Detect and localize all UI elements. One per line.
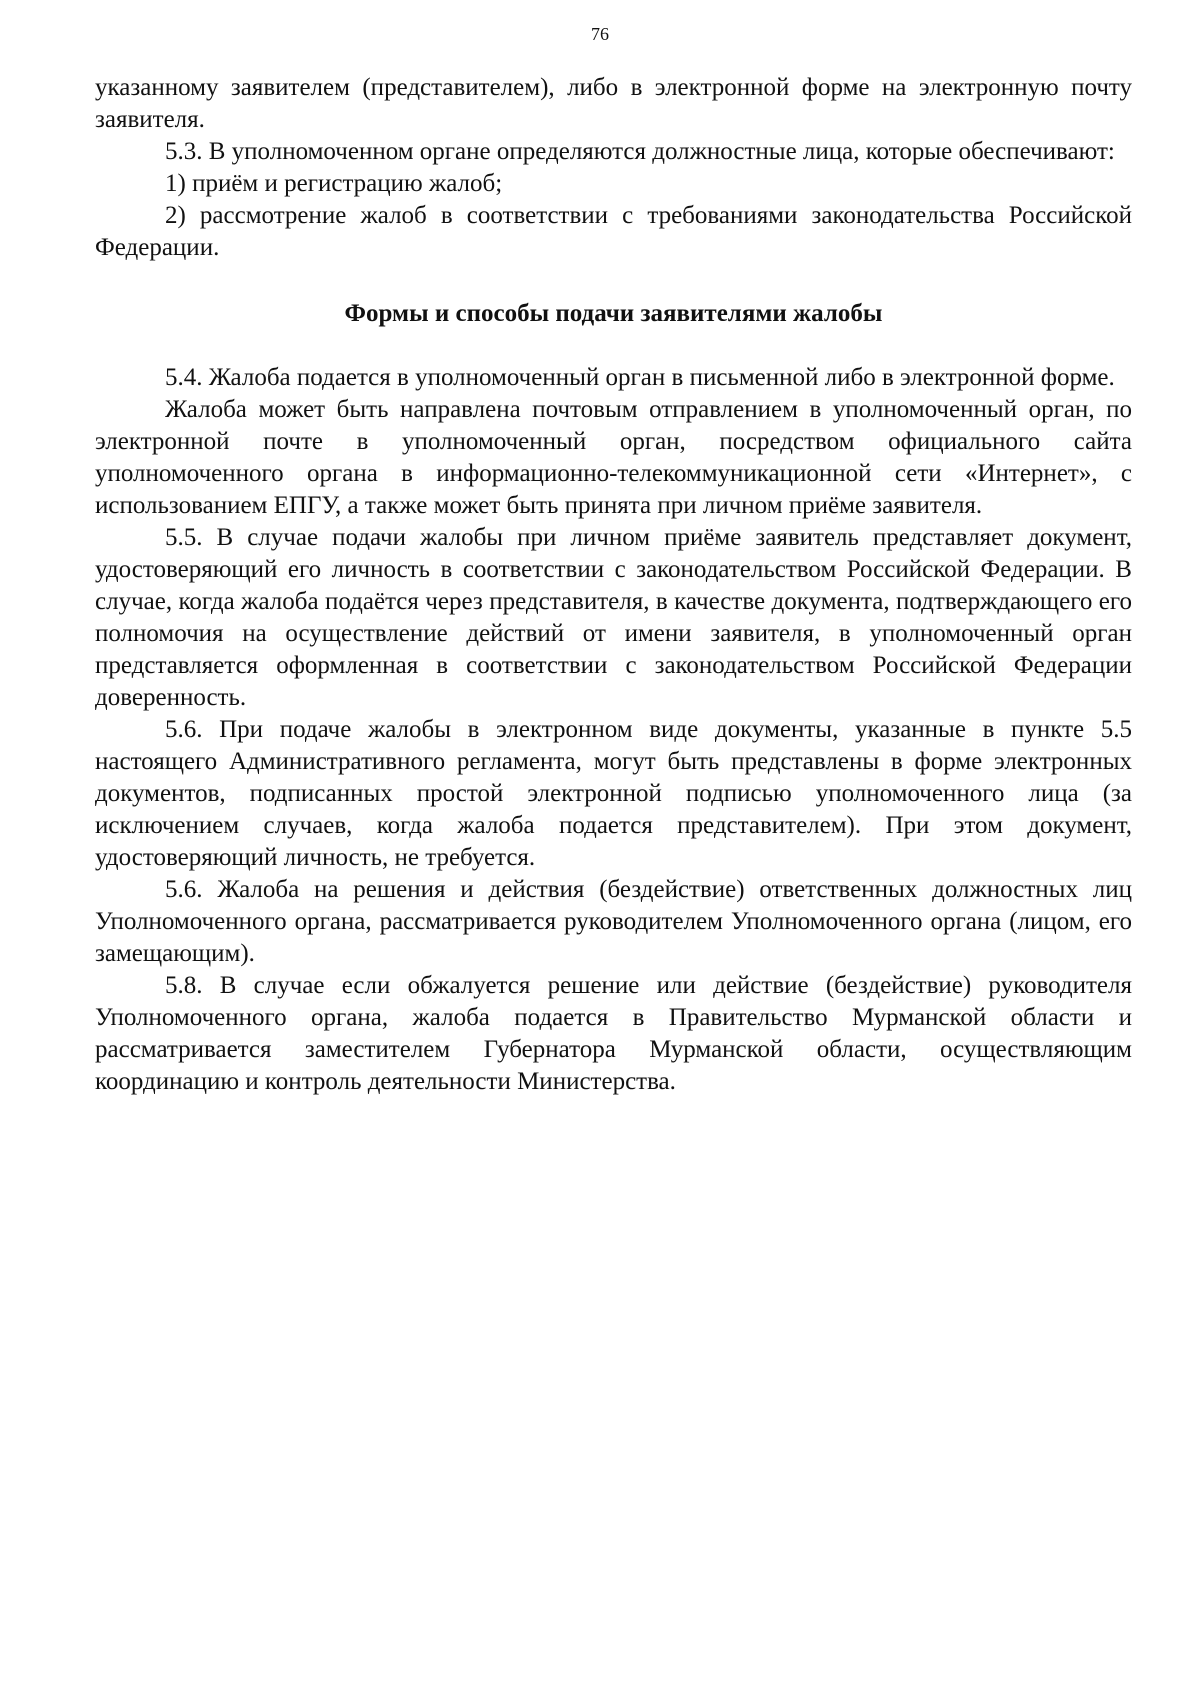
paragraph-5-5: 5.5. В случае подачи жалобы при личном приёме заявитель представляет документ, удостоверяющий его личность в соответствии с законодательством Российской Федерации. В случае, когда жалоба подаётся через представителя, в качестве документа, подтверждающего его полномочия на осуществление действий от имени заявителя, в уполномоченный орган представляется оформленная в соответствии с законодательством Российской Федерации доверенность. — [95, 524, 1132, 711]
paragraph-5-4-methods: Жалоба может быть направлена почтовым отправлением в уполномоченный орган, по электронной почте в уполномоченный орган, посредством официального сайта уполномоченного органа в информационно-телекоммуникационной сети «Интернет», с использованием ЕПГУ, а также может быть принята при личном приёме заявителя. — [95, 396, 1132, 519]
list-item-1: 1) приём и регистрацию жалоб; — [165, 170, 503, 197]
paragraph-5-3: 5.3. В уполномоченном органе определяются должностные лица, которые обеспечивают: — [165, 138, 1115, 165]
paragraph-5-4: 5.4. Жалоба подается в уполномоченный орган в письменной либо в электронной форме. — [165, 364, 1115, 391]
page-body — [95, 72, 1132, 1098]
paragraph-continuation: указанному заявителем (представителем), либо в электронной форме на электронную почту заявителя. — [95, 74, 1132, 133]
paragraph-5-6-electronic: 5.6. При подаче жалобы в электронном виде документы, указанные в пункте 5.5 настоящего Административного регламента, могут быть представлены в форме электронных документов, подписанных простой электронной подписью уполномоченного лица (за исключением случаев, когда жалоба подается представителем). При этом документ, удостоверяющий личность, не требуется. — [95, 716, 1132, 871]
section-heading: Формы и способы подачи заявителями жалобы — [344, 300, 883, 327]
paragraph-5-6-complaint: 5.6. Жалоба на решения и действия (бездействие) ответственных должностных лиц Уполномоченного органа, рассматривается руководителем Уполномоченного органа (лицом, его замещающим). — [95, 876, 1132, 967]
page-number: 76 — [591, 24, 609, 44]
paragraph-5-8: 5.8. В случае если обжалуется решение или действие (бездействие) руководителя Уполномоченного органа, жалоба подается в Правительство Мурманской области и рассматривается заместителем Губернатора Мурманской области, осуществляющим координацию и контроль деятельности Министерства. — [95, 972, 1132, 1095]
list-item-2: 2) рассмотрение жалоб в соответствии с требованиями законодательства Российской Федерации. — [95, 202, 1132, 261]
